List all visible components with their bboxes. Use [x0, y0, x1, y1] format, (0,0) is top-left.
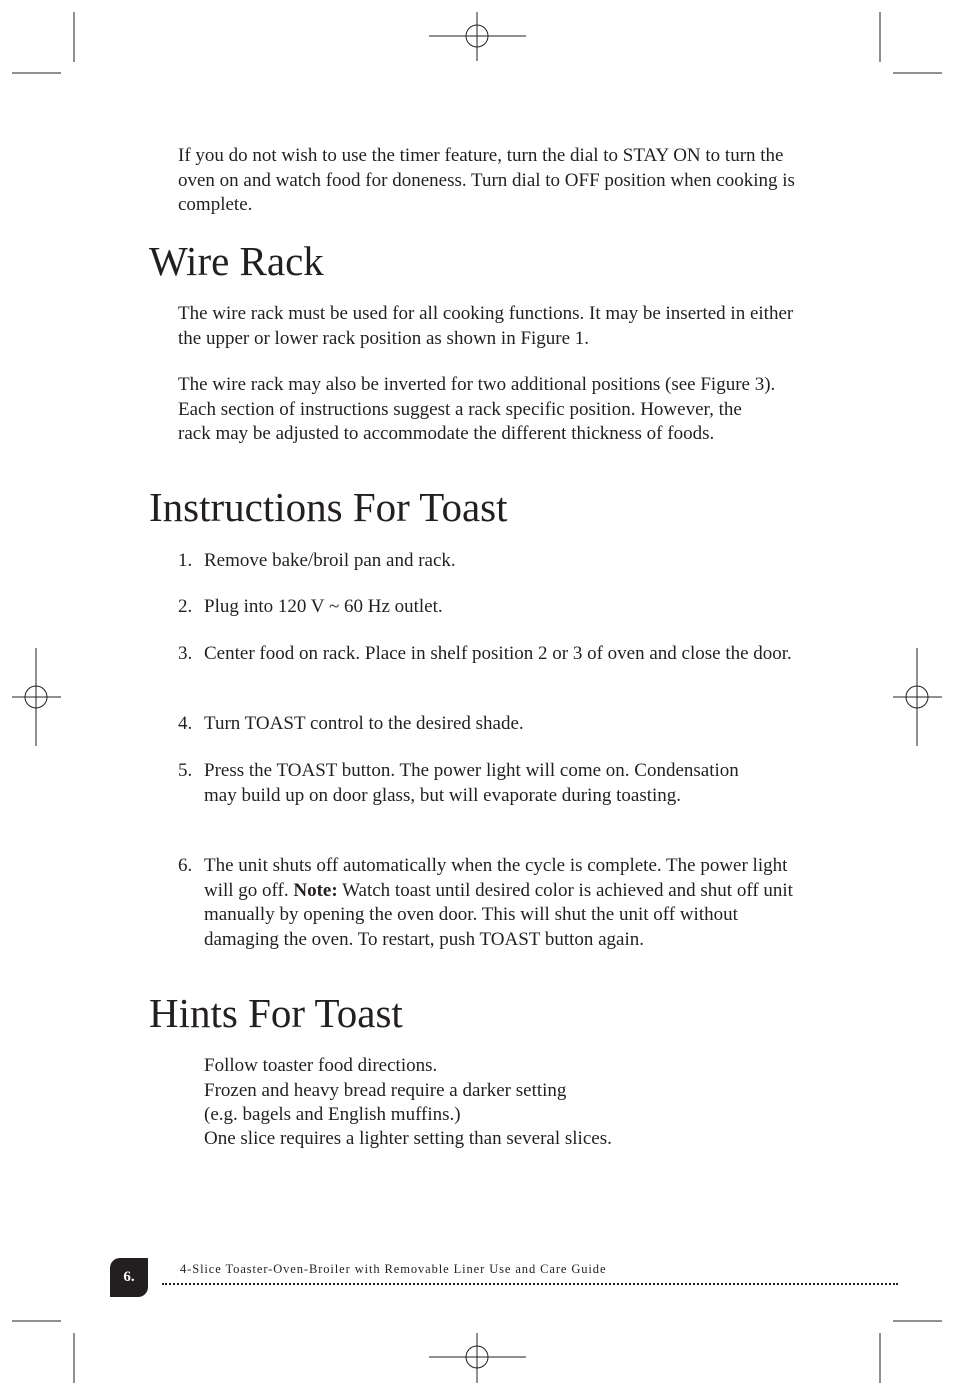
wire-rack-paragraph: The wire rack must be used for all cooking functions. It may be inserted in either the upper or lower rack position as shown in Figure 1.	[178, 303, 794, 349]
step-text: Remove bake/broil pan and rack.	[204, 550, 456, 571]
step-number: 5.	[178, 760, 193, 781]
step-number: 4.	[178, 713, 193, 734]
hint-line: (e.g. bagels and English muffins.)	[204, 1104, 461, 1125]
step-number: 1.	[178, 550, 193, 571]
wire-rack-heading: Wire Rack	[149, 238, 324, 284]
step-text-part: Watch toast until desired color is achieved and shut off unit manually by opening the oven door. This will shut the unit off without damaging the oven. To restart, push TOAST button again.	[204, 879, 793, 950]
hints-for-toast-heading: Hints For Toast	[149, 990, 403, 1036]
footer-dotted-rule	[162, 1283, 898, 1285]
step-text: Turn TOAST control to the desired shade.	[204, 713, 524, 734]
wire-rack-paragraph: The wire rack may also be inverted for two additional positions (see Figure 3). Each section of instructions suggest a rack specific position. However, the rack may be adjusted to accommodate the different thickness of foods.	[178, 374, 776, 444]
hint-line: Follow toaster food directions.	[204, 1055, 438, 1076]
step-text: Plug into 120 V ~ 60 Hz outlet.	[204, 596, 443, 617]
hint-line: One slice requires a lighter setting than several slices.	[204, 1128, 612, 1149]
step-number: 2.	[178, 596, 193, 617]
hint-line: Frozen and heavy bread require a darker setting	[204, 1080, 567, 1101]
page-number-badge: 6.	[110, 1258, 148, 1297]
instructions-for-toast-heading: Instructions For Toast	[149, 484, 508, 530]
step-text	[204, 854, 794, 952]
note-label: Note:	[293, 879, 338, 901]
footer-title: 4-Slice Toaster-Oven-Broiler with Removable Liner Use and Care Guide	[180, 1262, 607, 1276]
step-number: 6.	[178, 855, 193, 876]
step-number: 3.	[178, 643, 193, 664]
intro-paragraph: If you do not wish to use the timer feature, turn the dial to STAY ON to turn the oven on and watch food for doneness. Turn dial to OFF position when cooking is complete.	[178, 145, 795, 215]
step-text: Press the TOAST button. The power light will come on. Condensation may build up on door glass, but will evaporate during toasting.	[204, 760, 739, 806]
step-text: Center food on rack. Place in shelf position 2 or 3 of oven and close the door.	[204, 643, 792, 664]
step-text-part: The unit shuts off automatically when the cycle is complete. The power light will go off.	[204, 855, 788, 901]
